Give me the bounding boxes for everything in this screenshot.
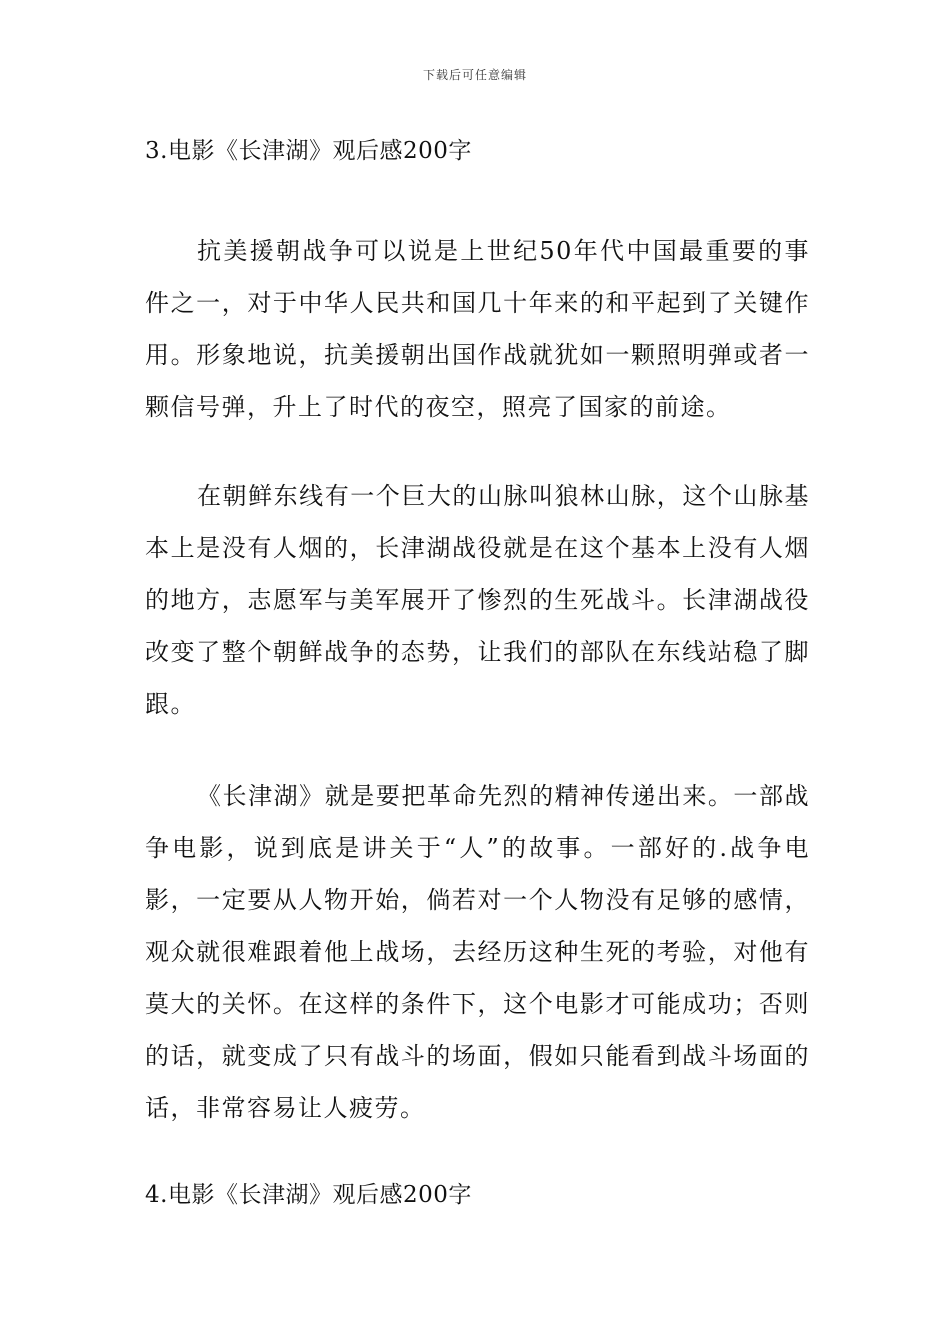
paragraph-3: 《长津湖》就是要把革命先烈的精神传递出来。一部战争电影，说到底是讲关于“人”的故事。一部好的.战争电影，一定要从人物开始，倘若对一个人物没有足够的感情，观众就很难跟着他上战场，去经历这种生死的考验，对他有莫大的关怀。在这样的条件下，这个电影才可能成功；否则的话，就变成了只有战斗的场面，假如只能看到战斗场面的话，非常容易让人疲劳。	[145, 782, 810, 1122]
paragraph-1: 抗美援朝战争可以说是上世纪50年代中国最重要的事件之一，对于中华人民共和国几十年来的和平起到了关键作用。形象地说，抗美援朝出国作战就犹如一颗照明弹或者一颗信号弹，升上了时代的夜空，照亮了国家的前途。	[145, 237, 810, 421]
page-header-note: 下载后可任意编辑	[422, 68, 527, 82]
section-4-heading: 4.电影《长津湖》观后感200字	[145, 1182, 472, 1208]
section-3-heading: 3.电影《长津湖》观后感200字	[145, 138, 472, 164]
paragraph-2: 在朝鲜东线有一个巨大的山脉叫狼林山脉，这个山脉基本上是没有人烟的，长津湖战役就是在这个基本上没有人烟的地方，志愿军与美军展开了惨烈的生死战斗。长津湖战役改变了整个朝鲜战争的态势，让我们的部队在东线站稳了脚跟。	[145, 482, 810, 718]
